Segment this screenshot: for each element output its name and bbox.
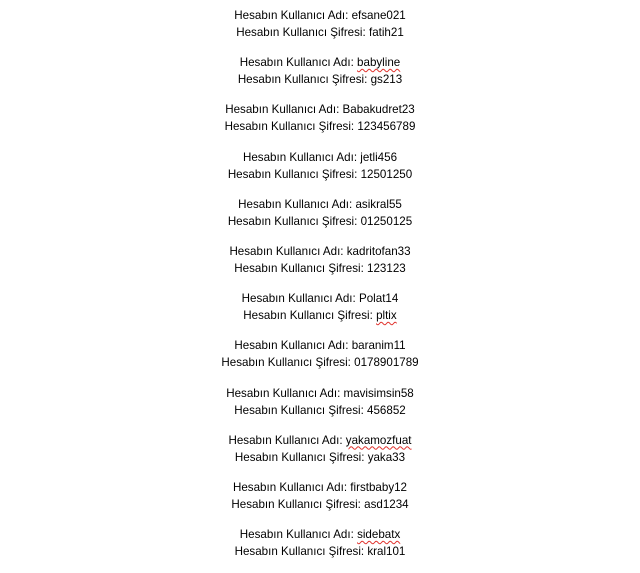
- username-line: [0, 196, 640, 213]
- password-line: [0, 354, 640, 371]
- password-value: asd1234: [364, 497, 409, 511]
- username-label: Hesabın Kullanıcı Adı:: [238, 197, 353, 211]
- password-label: Hesabın Kullanıcı Şifresi:: [227, 214, 358, 228]
- account-entry: [0, 196, 640, 243]
- username-label: Hesabın Kullanıcı Adı:: [239, 528, 354, 542]
- password-line: [0, 166, 640, 183]
- password-label: Hesabın Kullanıcı Şifresi:: [234, 545, 365, 559]
- username-label: Hesabın Kullanıcı Adı:: [242, 150, 358, 164]
- username-line: [0, 149, 640, 166]
- password-line: [0, 543, 640, 560]
- username-value: kadritofan33: [346, 244, 411, 258]
- password-line: [0, 71, 640, 88]
- password-line: [0, 449, 640, 466]
- password-value: yaka33: [367, 450, 406, 464]
- password-label: Hesabın Kullanıcı Şifresi:: [234, 261, 364, 275]
- account-entry: [0, 385, 640, 432]
- password-line: [0, 24, 640, 41]
- account-entry: [0, 526, 640, 573]
- password-value: 0178901789: [354, 356, 419, 370]
- username-value: jetli456: [360, 150, 398, 164]
- username-value: sidebatx: [357, 528, 401, 542]
- username-line: [0, 337, 640, 354]
- username-value: yakamozfuat: [345, 433, 412, 447]
- username-line: [0, 290, 640, 307]
- username-label: Hesabın Kullanıcı Adı:: [228, 433, 343, 447]
- account-entry: [0, 432, 640, 479]
- username-value: Babakudret23: [342, 103, 415, 117]
- username-label: Hesabın Kullanıcı Adı:: [234, 339, 349, 353]
- username-label: Hesabın Kullanıcı Adı:: [234, 9, 349, 22]
- account-entry: [0, 54, 640, 101]
- password-label: Hesabın Kullanıcı Şifresi:: [231, 497, 361, 511]
- password-value: 456852: [367, 403, 406, 417]
- password-line: [0, 496, 640, 513]
- password-value: pltix: [376, 309, 397, 323]
- username-line: [0, 101, 640, 118]
- username-value: firstbaby12: [350, 480, 408, 494]
- password-value: kral101: [367, 545, 406, 559]
- password-label: Hesabın Kullanıcı Şifresi:: [237, 73, 368, 87]
- password-line: [0, 213, 640, 230]
- account-entry: [0, 101, 640, 148]
- password-value: 01250125: [360, 214, 413, 228]
- password-line: [0, 402, 640, 419]
- account-entry: [0, 337, 640, 384]
- username-label: Hesabın Kullanıcı Adı:: [229, 244, 344, 258]
- account-entry: [0, 243, 640, 290]
- password-value: 123456789: [357, 120, 416, 134]
- username-line: [0, 54, 640, 71]
- password-label: Hesabın Kullanıcı Şifresi:: [236, 26, 366, 39]
- password-value: 123123: [367, 261, 406, 275]
- username-line: [0, 385, 640, 402]
- password-label: Hesabın Kullanıcı Şifresi:: [221, 356, 351, 370]
- username-label: Hesabın Kullanıcı Adı:: [225, 103, 340, 117]
- username-line: [0, 7, 640, 24]
- username-label: Hesabın Kullanıcı Adı:: [239, 56, 354, 70]
- password-value: fatih21: [368, 26, 404, 39]
- password-label: Hesabın Kullanıcı Şifresi:: [234, 403, 364, 417]
- username-label: Hesabın Kullanıcı Adı:: [226, 386, 341, 400]
- username-label: Hesabın Kullanıcı Adı:: [232, 480, 348, 494]
- account-entry: [0, 149, 640, 196]
- username-line: [0, 526, 640, 543]
- username-line: [0, 243, 640, 260]
- username-value: Polat14: [358, 292, 399, 306]
- password-line: [0, 260, 640, 277]
- account-entry: [0, 290, 640, 337]
- username-value: babyline: [357, 56, 401, 70]
- username-line: [0, 432, 640, 449]
- account-entry: [0, 479, 640, 526]
- password-line: [0, 118, 640, 135]
- username-value: efsane021: [351, 9, 406, 22]
- password-label: Hesabın Kullanıcı Şifresi:: [224, 120, 355, 134]
- password-line: [0, 307, 640, 324]
- password-value: 12501250: [360, 167, 413, 181]
- username-value: mavisimsin58: [343, 386, 414, 400]
- username-value: asikral55: [355, 197, 402, 211]
- username-value: baranim11: [351, 339, 406, 353]
- password-label: Hesabın Kullanıcı Şifresi:: [227, 167, 358, 181]
- account-entry: [0, 7, 640, 54]
- password-label: Hesabın Kullanıcı Şifresi:: [234, 450, 365, 464]
- password-label: Hesabın Kullanıcı Şifresi:: [243, 309, 373, 323]
- username-line: [0, 479, 640, 496]
- password-value: gs213: [370, 73, 403, 87]
- username-label: Hesabın Kullanıcı Adı:: [241, 292, 356, 306]
